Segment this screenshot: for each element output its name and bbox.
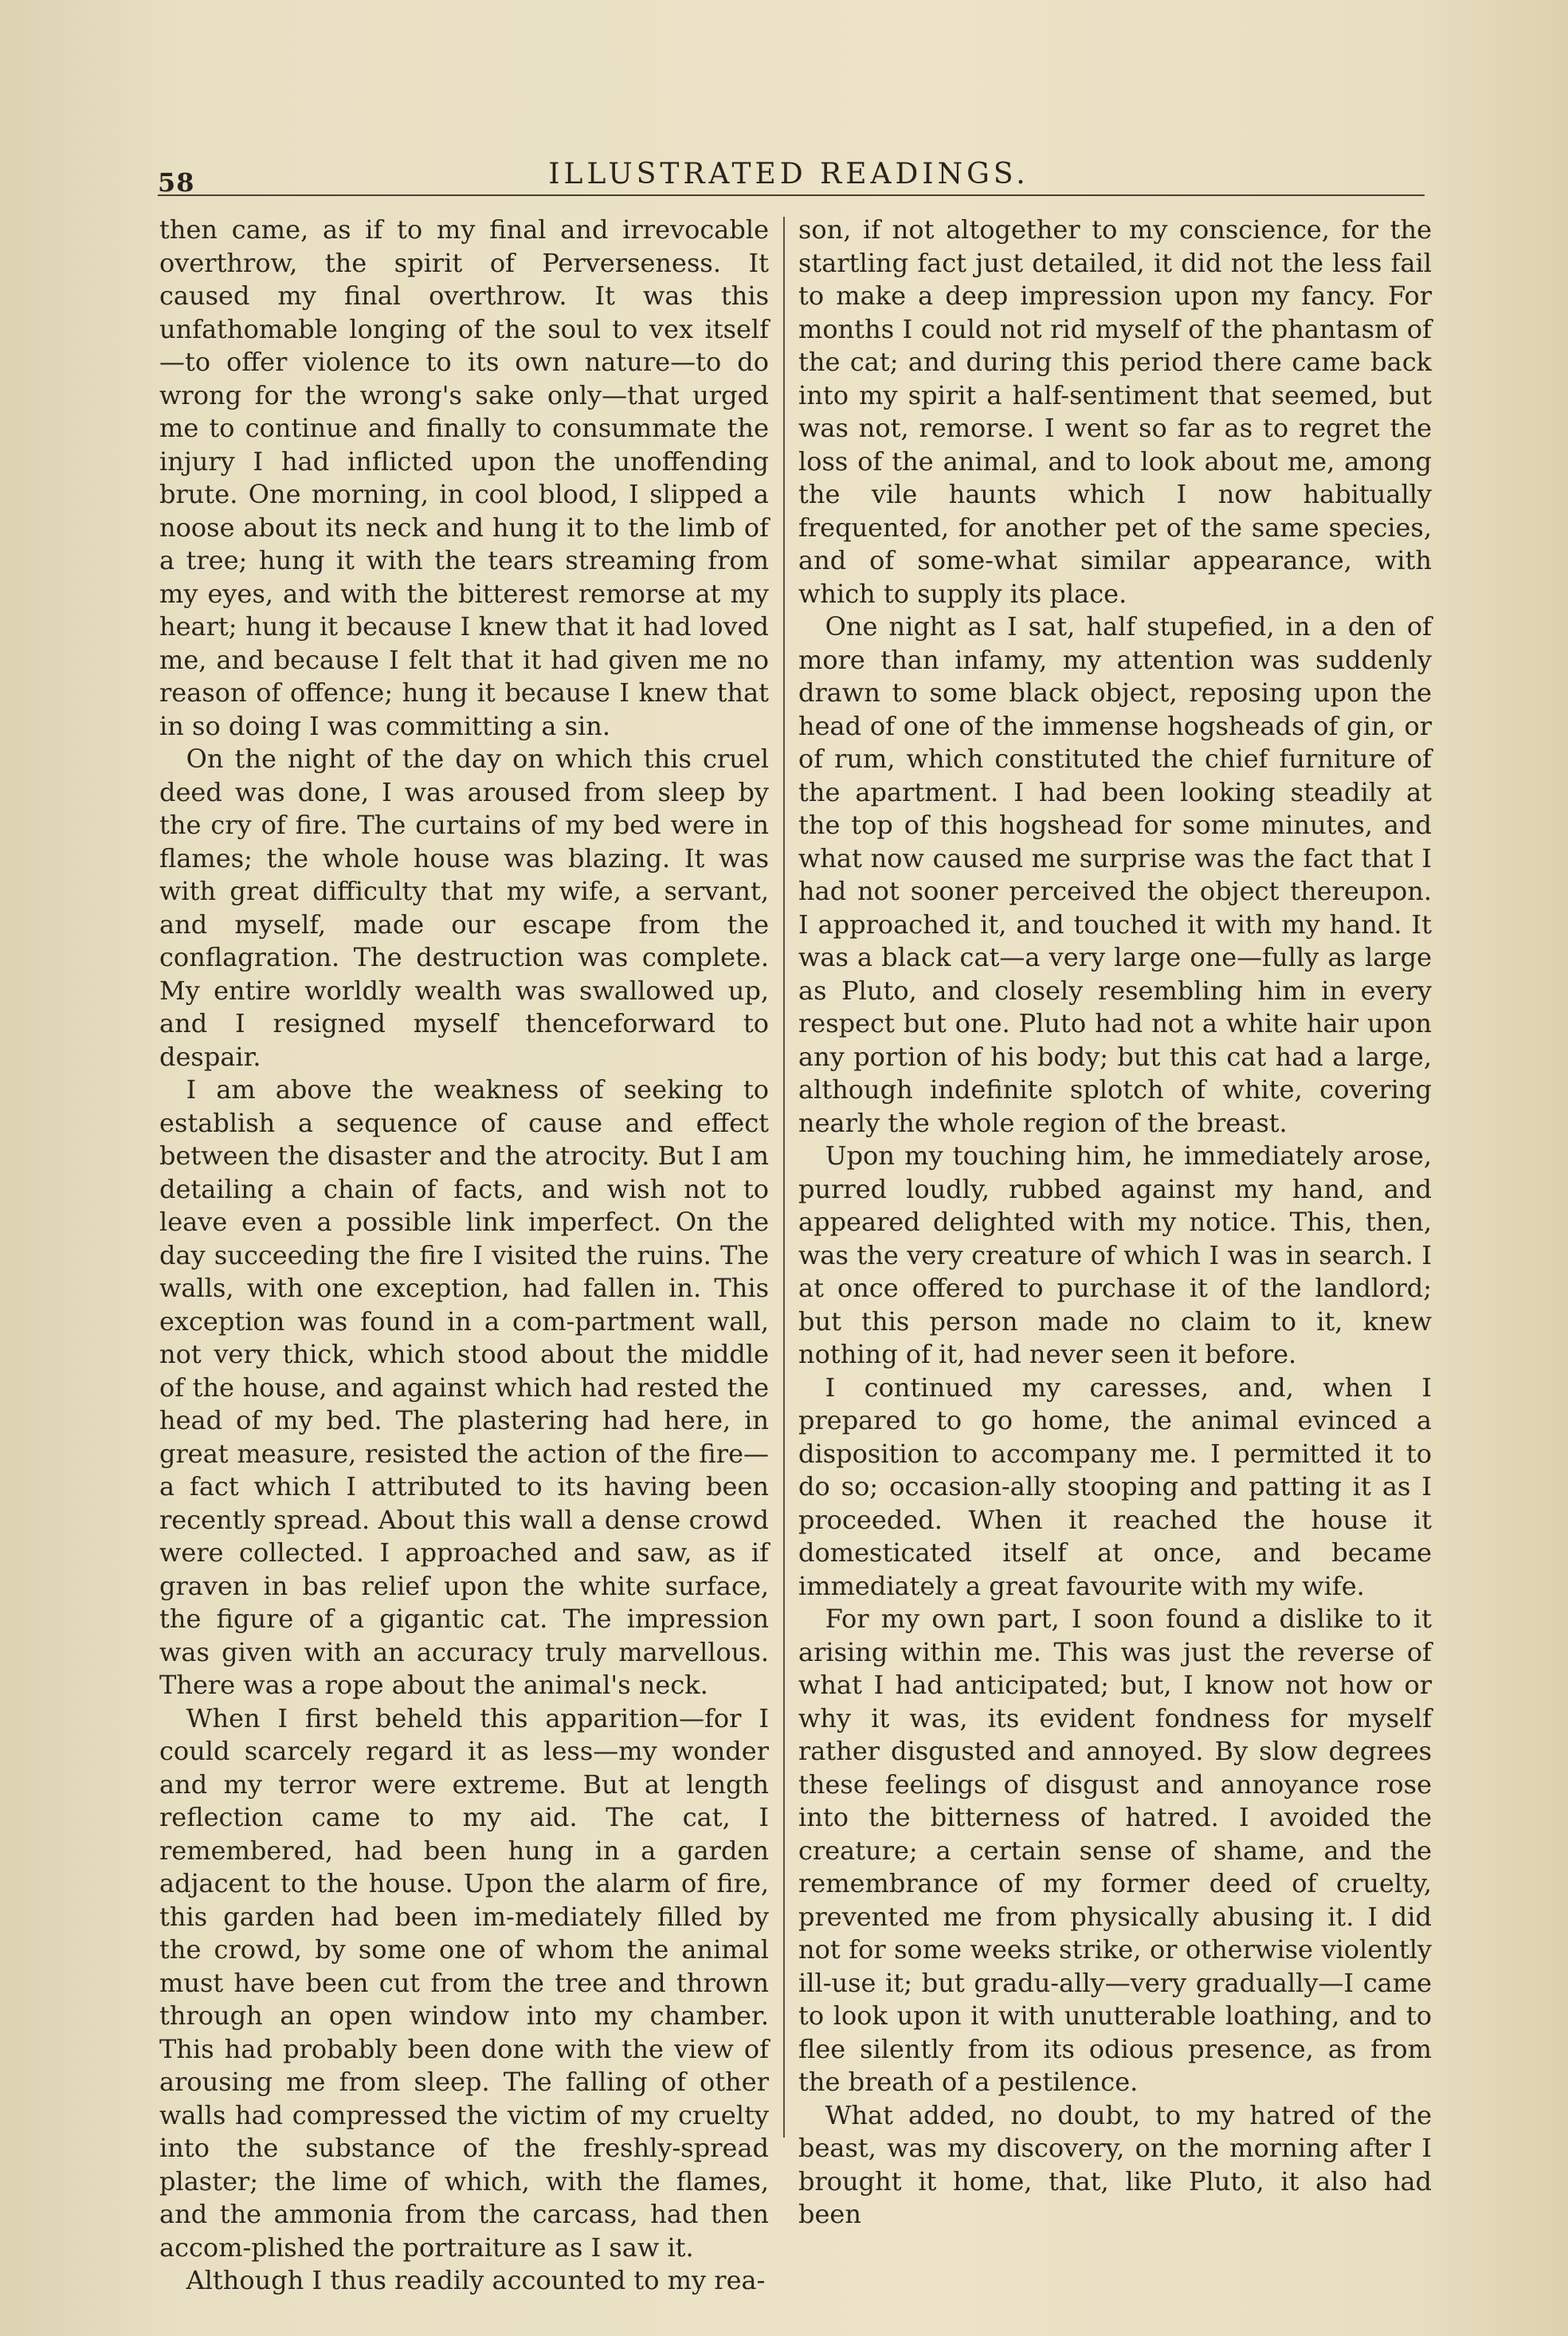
- running-title: ILLUSTRATED READINGS.: [548, 158, 1029, 190]
- paragraph: What added, no doubt, to my hatred of the beast, was my discovery, on the morning after I brought it home, that, like Pluto, it also had been: [798, 2099, 1432, 2229]
- paragraph: Upon my touching him, he immediately arose, purred loudly, rubbed against my hand, and appeared delighted with my notice. This, then, was the very creature of which I was in search. I at once offered to purchase it of the landlord; but this person made no claim to it, knew nothing of it, had never seen it before.: [798, 1141, 1432, 1369]
- paragraph: When I first beheld this apparition—for I could scarcely regard it as less—my wonder and my terror were extreme. But at length reflection came to my aid. The cat, I remembered, had been hung in a garden adjacent to the house. Upon the alarm of fire, this garden had been im-mediately filled by the crowd, by some one of whom the animal must have been cut from the tree and thrown through an open window into my chamber. This had probably been done with the view of arousing me from sleep. The falling of other walls had compressed the victim of my cruelty into the substance of the freshly-spread plaster; the lime of which, with the flames, and the ammonia from the carcass, had then accom-plished the portraiture as I saw it.: [159, 1702, 769, 2263]
- paragraph: One night as I sat, half stupefied, in a den of more than infamy, my attention was suddenly drawn to some black object, reposing upon the head of one of the immense hogsheads of gin, or of rum, which constituted the chief furniture of the apartment. I had been looking steadily at the top of this hogshead for some minutes, and what now caused me surprise was the fact that I had not sooner perceived the object thereupon. I approached it, and touched it with my hand. It was a black cat—a very large one—fully as large as Pluto, and closely resembling him in every respect but one. Pluto had not a white hair upon any portion of his body; but this cat had a large, although indefinite splotch of white, covering nearly the whole region of the breast.: [798, 611, 1432, 1138]
- paragraph: I continued my caresses, and, when I prepared to go home, the animal evinced a disposition to accompany me. I permitted it to do so; occasion-ally stooping and patting it as I proceeded. When it reached the house it domesticated itself at once, and became immediately a great favourite with my wife.: [798, 1372, 1432, 1601]
- paragraph: For my own part, I soon found a dislike to it arising within me. This was just the reverse of what I had anticipated; but, I know not how or why it was, its evident fondness for myself rather disgusted and annoyed. By slow degrees these feelings of disgust and annoyance rose into the bitterness of hatred. I avoided the creature; a certain sense of shame, and the remembrance of my former deed of cruelty, prevented me from physically abusing it. I did not for some weeks strike, or otherwise violently ill-use it; but gradu-ally—very gradually—I came to look upon it with unutterable loathing, and to flee silently from its odious presence, as from the breath of a pestilence.: [798, 1604, 1432, 2097]
- right-column: [798, 214, 1432, 2229]
- page-number: 58: [158, 167, 195, 198]
- paragraph: son, if not altogether to my conscience, for the startling fact just detailed, it did not the less fail to make a deep impression upon my fancy. For months I could not rid myself of the phantasm of the cat; and during this period there came back into my spirit a half-sentiment that seemed, but was not, remorse. I went so far as to regret the loss of the animal, and to look about me, among the vile haunts which I now habitually frequented, for another pet of the same species, and of some-what similar appearance, with which to supply its place.: [798, 214, 1432, 609]
- header-rule: [158, 194, 1425, 196]
- paragraph: I am above the weakness of seeking to establish a sequence of cause and effect between the disaster and the atrocity. But I am detailing a chain of facts, and wish not to leave even a possible link imperfect. On the day succeeding the fire I visited the ruins. The walls, with one exception, had fallen in. This exception was found in a com-partment wall, not very thick, which stood about the middle of the house, and against which had rested the head of my bed. The plastering had here, in great measure, resisted the action of the fire—a fact which I attributed to its having been recently spread. About this wall a dense crowd were collected. I approached and saw, as if graven in bas relief upon the white surface, the figure of a gigantic cat. The impression was given with an accuracy truly marvellous. There was a rope about the animal's neck.: [159, 1074, 769, 1700]
- paragraph: On the night of the day on which this cruel deed was done, I was aroused from sleep by the cry of fire. The curtains of my bed were in flames; the whole house was blazing. It was with great difficulty that my wife, a servant, and myself, made our escape from the conflagration. The destruction was complete. My entire worldly wealth was swallowed up, and I resigned myself thenceforward to despair.: [159, 744, 769, 1072]
- paragraph: then came, as if to my final and irrevocable overthrow, the spirit of Perverseness. It caused my final overthrow. It was this unfathomable longing of the soul to vex itself—to offer violence to its own nature—to do wrong for the wrong's sake only—that urged me to continue and finally to consummate the injury I had inflicted upon the unoffending brute. One morning, in cool blood, I slipped a noose about its neck and hung it to the limb of a tree; hung it with the tears streaming from my eyes, and with the bitterest remorse at my heart; hung it because I knew that it had loved me, and because I felt that it had given me no reason of offence; hung it because I knew that in so doing I was committing a sin.: [159, 214, 769, 741]
- left-column: [159, 214, 769, 2295]
- paragraph: Although I thus readily accounted to my rea-: [186, 2265, 766, 2295]
- column-divider: [783, 217, 785, 2138]
